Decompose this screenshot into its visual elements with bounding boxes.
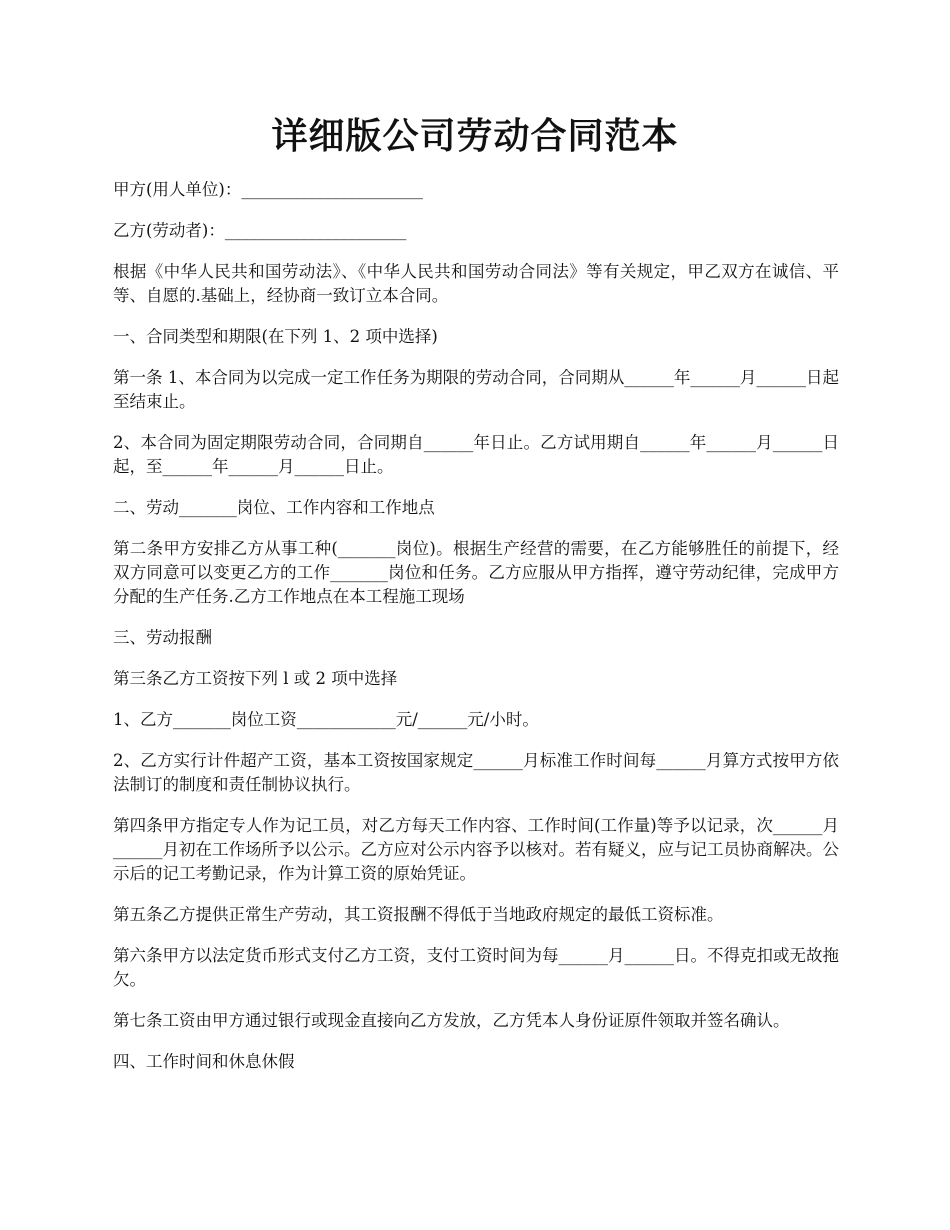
document-body [113,178,839,1091]
section-heading-contract-type: 一、合同类型和期限(在下列 1、2 项中选择) [113,327,438,346]
article-1-paragraph: 第一条 1、本合同为以完成一定工作任务为期限的劳动合同，合同期从______年______月______日起至结束止。 [113,368,839,411]
article-3-item-2-paragraph: 2、乙方实行计件超产工资，基本工资按国家规定______月标准工作时间每______月算方式按甲方依法制订的制度和责任制协议执行。 [113,751,839,794]
section-heading-working-hours: 四、工作时间和休息休假 [113,1052,295,1071]
article-6-paragraph: 第六条甲方以法定货币形式支付乙方工资，支付工资时间为每______月______日。不得克扣或无故拖欠。 [113,946,839,989]
article-1-item-2-paragraph: 2、本合同为固定期限劳动合同，合同期自______年日止。乙方试用期自______年______月______日起，至______年______月______日止。 [113,433,839,476]
party-b-line: 乙方(劳动者)：______________________ [113,221,407,240]
preamble-paragraph: 根据《中华人民共和国劳动法》、《中华人民共和国劳动合同法》等有关规定，甲乙双方在诚信、平等、自愿的.基础上，经协商一致订立本合同。 [113,262,839,305]
section-heading-remuneration: 三、劳动报酬 [113,628,212,647]
article-5-paragraph: 第五条乙方提供正常生产劳动，其工资报酬不得低于当地政府规定的最低工资标准。 [113,905,724,924]
article-2-paragraph: 第二条甲方安排乙方从事工种(_______岗位)。根据生产经营的需要，在乙方能够胜任的前提下，经双方同意可以变更乙方的工作_______岗位和任务。乙方应服从甲方指挥，遵守劳动纪律，完成甲方分配的生产任务.乙方工作地点在本工程施工现场 [113,539,839,606]
document-title: 详细版公司劳动合同范本 [271,115,679,157]
article-7-paragraph: 第七条工资由甲方通过银行或现金直接向乙方发放，乙方凭本人身份证原件领取并签名确认。 [113,1011,790,1030]
section-heading-job-position: 二、劳动_______岗位、工作内容和工作地点 [113,498,435,517]
article-3-item-1-paragraph: 1、乙方_______岗位工资____________元/______元/小时。 [113,710,539,729]
article-4-paragraph: 第四条甲方指定专人作为记工员，对乙方每天工作内容、工作时间(工作量)等予以记录，次______月______月初在工作场所予以公示。乙方应对公示内容予以核对。若有疑义，应与记工员协商解决。公示后的记工考勤记录，作为计算工资的原始凭证。 [113,816,839,883]
party-a-line: 甲方(用人单位)：______________________ [113,180,423,199]
article-3-paragraph: 第三条乙方工资按下列 l 或 2 项中选择 [113,669,398,688]
